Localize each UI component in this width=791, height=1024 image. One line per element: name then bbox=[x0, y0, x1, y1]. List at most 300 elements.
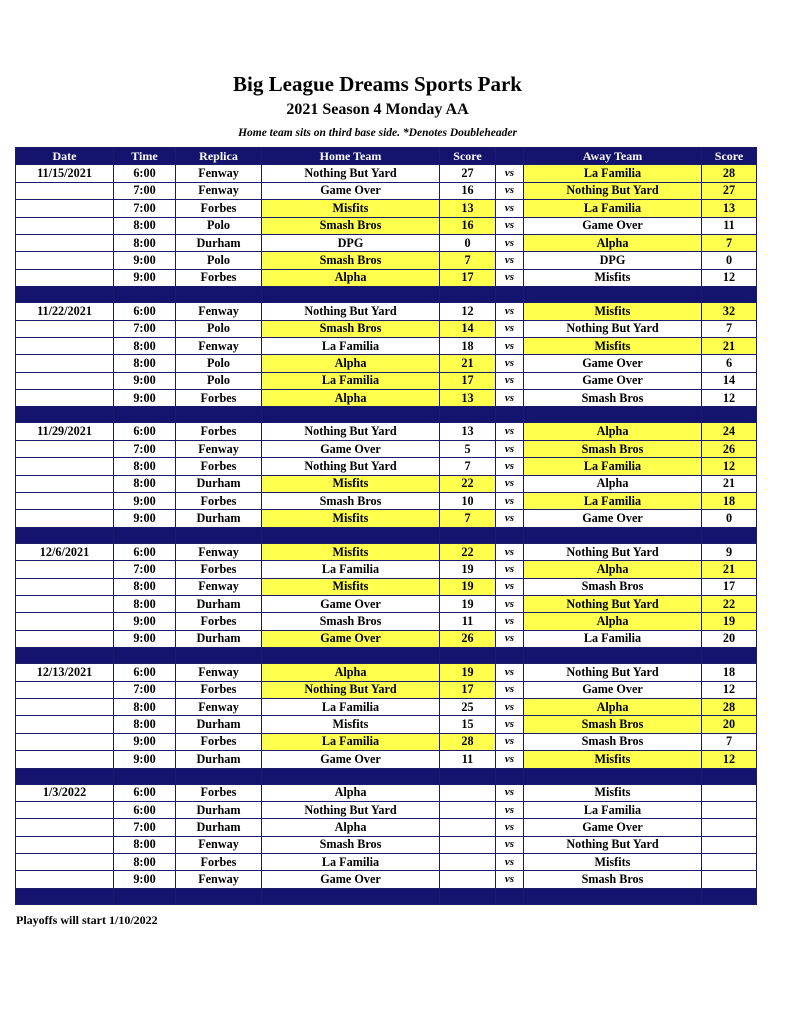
table-row bbox=[16, 372, 757, 389]
time-cell: 6:00 bbox=[114, 303, 176, 320]
table-row bbox=[16, 716, 757, 733]
home-team-cell: Alpha bbox=[262, 664, 440, 681]
separator-cell bbox=[16, 287, 114, 303]
away-score-cell: 7 bbox=[702, 234, 757, 251]
field-cell: Durham bbox=[176, 630, 262, 647]
away-score-cell bbox=[702, 854, 757, 871]
away-team-cell: Smash Bros bbox=[524, 733, 702, 750]
away-score-cell: 12 bbox=[702, 681, 757, 698]
away-team-cell: Misfits bbox=[524, 784, 702, 801]
separator-cell bbox=[524, 888, 702, 904]
home-team-cell: Smash Bros bbox=[262, 613, 440, 630]
vs-cell: vs bbox=[496, 217, 524, 234]
time-cell: 8:00 bbox=[114, 355, 176, 372]
home-team-cell: Misfits bbox=[262, 716, 440, 733]
table-row bbox=[16, 337, 757, 354]
date-cell: 1/3/2022 bbox=[16, 784, 114, 801]
time-cell: 8:00 bbox=[114, 234, 176, 251]
vs-cell: vs bbox=[496, 234, 524, 251]
separator-cell bbox=[440, 768, 496, 784]
field-cell: Durham bbox=[176, 716, 262, 733]
date-cell bbox=[16, 578, 114, 595]
away-score-cell bbox=[702, 784, 757, 801]
away-team-cell: Smash Bros bbox=[524, 578, 702, 595]
field-cell: Forbes bbox=[176, 390, 262, 407]
field-cell: Forbes bbox=[176, 458, 262, 475]
table-row bbox=[16, 819, 757, 836]
col-header-vs bbox=[496, 148, 524, 165]
separator-cell bbox=[176, 768, 262, 784]
separator-cell bbox=[176, 527, 262, 543]
time-cell: 9:00 bbox=[114, 733, 176, 750]
home-score-cell bbox=[440, 784, 496, 801]
home-score-cell bbox=[440, 819, 496, 836]
vs-cell: vs bbox=[496, 561, 524, 578]
away-score-cell: 18 bbox=[702, 664, 757, 681]
date-cell bbox=[16, 320, 114, 337]
away-team-cell: Nothing But Yard bbox=[524, 320, 702, 337]
away-team-cell: Game Over bbox=[524, 217, 702, 234]
table-row bbox=[16, 355, 757, 372]
field-cell: Forbes bbox=[176, 200, 262, 217]
vs-cell: vs bbox=[496, 372, 524, 389]
vs-cell: vs bbox=[496, 698, 524, 715]
separator-cell bbox=[702, 768, 757, 784]
away-team-cell: Misfits bbox=[524, 854, 702, 871]
home-team-cell: La Familia bbox=[262, 561, 440, 578]
separator-cell bbox=[496, 407, 524, 423]
col-header-replica: Replica bbox=[176, 148, 262, 165]
away-team-cell: La Familia bbox=[524, 165, 702, 182]
away-score-cell: 11 bbox=[702, 217, 757, 234]
col-header-time: Time bbox=[114, 148, 176, 165]
separator-cell bbox=[496, 648, 524, 664]
field-cell: Durham bbox=[176, 751, 262, 768]
field-cell: Forbes bbox=[176, 423, 262, 440]
separator-cell bbox=[440, 527, 496, 543]
separator-cell bbox=[524, 527, 702, 543]
separator-cell bbox=[16, 407, 114, 423]
away-score-cell: 7 bbox=[702, 733, 757, 750]
home-score-cell: 13 bbox=[440, 390, 496, 407]
field-cell: Forbes bbox=[176, 561, 262, 578]
away-team-cell: Alpha bbox=[524, 475, 702, 492]
vs-cell: vs bbox=[496, 320, 524, 337]
time-cell: 9:00 bbox=[114, 613, 176, 630]
col-header-date: Date bbox=[16, 148, 114, 165]
week-separator-row bbox=[16, 888, 757, 904]
home-score-cell: 14 bbox=[440, 320, 496, 337]
vs-cell: vs bbox=[496, 801, 524, 818]
away-score-cell: 28 bbox=[702, 165, 757, 182]
vs-cell: vs bbox=[496, 252, 524, 269]
away-score-cell: 19 bbox=[702, 613, 757, 630]
away-team-cell: La Familia bbox=[524, 493, 702, 510]
schedule-body bbox=[16, 165, 757, 904]
home-team-cell: Game Over bbox=[262, 440, 440, 457]
home-score-cell bbox=[440, 801, 496, 818]
home-team-cell: Misfits bbox=[262, 543, 440, 560]
table-row bbox=[16, 543, 757, 560]
table-header-row bbox=[16, 148, 757, 165]
separator-cell bbox=[524, 287, 702, 303]
home-team-cell: Misfits bbox=[262, 510, 440, 527]
home-score-cell bbox=[440, 854, 496, 871]
col-header-away-score: Score bbox=[702, 148, 757, 165]
field-cell: Fenway bbox=[176, 543, 262, 560]
table-row bbox=[16, 217, 757, 234]
table-row bbox=[16, 234, 757, 251]
away-score-cell: 20 bbox=[702, 630, 757, 647]
home-team-cell: Smash Bros bbox=[262, 252, 440, 269]
away-team-cell: Nothing But Yard bbox=[524, 836, 702, 853]
table-row bbox=[16, 200, 757, 217]
field-cell: Forbes bbox=[176, 493, 262, 510]
home-team-cell: Game Over bbox=[262, 182, 440, 199]
home-team-cell: Nothing But Yard bbox=[262, 423, 440, 440]
col-header-home-score: Score bbox=[440, 148, 496, 165]
table-row bbox=[16, 854, 757, 871]
time-cell: 8:00 bbox=[114, 698, 176, 715]
away-team-cell: Smash Bros bbox=[524, 871, 702, 888]
away-score-cell: 12 bbox=[702, 269, 757, 286]
date-cell bbox=[16, 390, 114, 407]
season-subtitle: 2021 Season 4 Monday AA bbox=[286, 101, 469, 118]
home-score-cell: 17 bbox=[440, 372, 496, 389]
field-cell: Fenway bbox=[176, 182, 262, 199]
vs-cell: vs bbox=[496, 423, 524, 440]
away-score-cell: 28 bbox=[702, 698, 757, 715]
home-team-cell: Alpha bbox=[262, 269, 440, 286]
date-cell bbox=[16, 716, 114, 733]
time-cell: 9:00 bbox=[114, 510, 176, 527]
home-team-cell: Game Over bbox=[262, 871, 440, 888]
time-cell: 6:00 bbox=[114, 801, 176, 818]
home-score-cell: 19 bbox=[440, 664, 496, 681]
date-cell bbox=[16, 372, 114, 389]
separator-cell bbox=[702, 648, 757, 664]
vs-cell: vs bbox=[496, 493, 524, 510]
field-cell: Polo bbox=[176, 372, 262, 389]
date-cell: 11/29/2021 bbox=[16, 423, 114, 440]
field-cell: Polo bbox=[176, 355, 262, 372]
away-score-cell: 12 bbox=[702, 390, 757, 407]
separator-cell bbox=[262, 287, 440, 303]
home-team-cell: La Familia bbox=[262, 372, 440, 389]
vs-cell: vs bbox=[496, 664, 524, 681]
home-score-cell: 0 bbox=[440, 234, 496, 251]
vs-cell: vs bbox=[496, 475, 524, 492]
away-team-cell: La Familia bbox=[524, 200, 702, 217]
away-score-cell: 7 bbox=[702, 320, 757, 337]
week-separator-row bbox=[16, 287, 757, 303]
table-row bbox=[16, 578, 757, 595]
away-score-cell: 0 bbox=[702, 252, 757, 269]
vs-cell: vs bbox=[496, 390, 524, 407]
away-score-cell: 27 bbox=[702, 182, 757, 199]
vs-cell: vs bbox=[496, 355, 524, 372]
separator-cell bbox=[702, 527, 757, 543]
home-score-cell: 17 bbox=[440, 269, 496, 286]
field-cell: Fenway bbox=[176, 165, 262, 182]
vs-cell: vs bbox=[496, 681, 524, 698]
table-row bbox=[16, 182, 757, 199]
time-cell: 7:00 bbox=[114, 681, 176, 698]
separator-cell bbox=[524, 768, 702, 784]
vs-cell: vs bbox=[496, 836, 524, 853]
date-cell bbox=[16, 252, 114, 269]
table-row bbox=[16, 458, 757, 475]
date-cell bbox=[16, 819, 114, 836]
separator-cell bbox=[440, 407, 496, 423]
time-cell: 9:00 bbox=[114, 751, 176, 768]
week-separator-row bbox=[16, 768, 757, 784]
vs-cell: vs bbox=[496, 269, 524, 286]
away-team-cell: Nothing But Yard bbox=[524, 664, 702, 681]
home-score-cell: 17 bbox=[440, 681, 496, 698]
separator-cell bbox=[262, 527, 440, 543]
away-score-cell: 14 bbox=[702, 372, 757, 389]
separator-cell bbox=[262, 768, 440, 784]
field-cell: Forbes bbox=[176, 681, 262, 698]
time-cell: 8:00 bbox=[114, 578, 176, 595]
separator-cell bbox=[16, 527, 114, 543]
vs-cell: vs bbox=[496, 337, 524, 354]
vs-cell: vs bbox=[496, 716, 524, 733]
vs-cell: vs bbox=[496, 165, 524, 182]
date-cell bbox=[16, 337, 114, 354]
home-team-cell: Alpha bbox=[262, 355, 440, 372]
home-team-cell: La Familia bbox=[262, 698, 440, 715]
table-row bbox=[16, 303, 757, 320]
vs-cell: vs bbox=[496, 784, 524, 801]
separator-cell bbox=[524, 407, 702, 423]
home-team-cell: Smash Bros bbox=[262, 836, 440, 853]
field-cell: Durham bbox=[176, 819, 262, 836]
home-score-cell: 19 bbox=[440, 561, 496, 578]
away-team-cell: Nothing But Yard bbox=[524, 543, 702, 560]
field-cell: Durham bbox=[176, 510, 262, 527]
time-cell: 6:00 bbox=[114, 664, 176, 681]
vs-cell: vs bbox=[496, 871, 524, 888]
table-row bbox=[16, 681, 757, 698]
date-cell: 11/22/2021 bbox=[16, 303, 114, 320]
away-score-cell: 12 bbox=[702, 458, 757, 475]
table-row bbox=[16, 165, 757, 182]
away-team-cell: Alpha bbox=[524, 561, 702, 578]
away-score-cell bbox=[702, 836, 757, 853]
separator-cell bbox=[440, 888, 496, 904]
vs-cell: vs bbox=[496, 630, 524, 647]
week-separator-row bbox=[16, 407, 757, 423]
date-cell bbox=[16, 871, 114, 888]
away-team-cell: Misfits bbox=[524, 303, 702, 320]
time-cell: 8:00 bbox=[114, 475, 176, 492]
away-score-cell: 32 bbox=[702, 303, 757, 320]
field-cell: Fenway bbox=[176, 337, 262, 354]
away-team-cell: Game Over bbox=[524, 510, 702, 527]
date-cell bbox=[16, 733, 114, 750]
separator-cell bbox=[176, 888, 262, 904]
time-cell: 8:00 bbox=[114, 836, 176, 853]
col-header-away-team: Away Team bbox=[524, 148, 702, 165]
home-team-cell: Smash Bros bbox=[262, 217, 440, 234]
home-team-cell: Game Over bbox=[262, 595, 440, 612]
separator-cell bbox=[176, 287, 262, 303]
separator-cell bbox=[440, 648, 496, 664]
separator-cell bbox=[114, 407, 176, 423]
vs-cell: vs bbox=[496, 543, 524, 560]
home-team-cell: La Familia bbox=[262, 733, 440, 750]
away-score-cell: 22 bbox=[702, 595, 757, 612]
away-team-cell: Misfits bbox=[524, 337, 702, 354]
separator-cell bbox=[702, 888, 757, 904]
date-cell: 12/6/2021 bbox=[16, 543, 114, 560]
table-row bbox=[16, 390, 757, 407]
away-score-cell bbox=[702, 801, 757, 818]
away-score-cell: 24 bbox=[702, 423, 757, 440]
away-team-cell: DPG bbox=[524, 252, 702, 269]
away-score-cell: 26 bbox=[702, 440, 757, 457]
table-row bbox=[16, 595, 757, 612]
date-cell bbox=[16, 836, 114, 853]
home-score-cell: 5 bbox=[440, 440, 496, 457]
field-cell: Polo bbox=[176, 252, 262, 269]
date-cell bbox=[16, 561, 114, 578]
away-score-cell: 13 bbox=[702, 200, 757, 217]
date-cell: 11/15/2021 bbox=[16, 165, 114, 182]
field-cell: Polo bbox=[176, 217, 262, 234]
field-cell: Fenway bbox=[176, 836, 262, 853]
home-team-cell: La Familia bbox=[262, 854, 440, 871]
vs-cell: vs bbox=[496, 595, 524, 612]
time-cell: 6:00 bbox=[114, 165, 176, 182]
vs-cell: vs bbox=[496, 733, 524, 750]
separator-cell bbox=[262, 407, 440, 423]
time-cell: 9:00 bbox=[114, 630, 176, 647]
time-cell: 7:00 bbox=[114, 320, 176, 337]
away-team-cell: Alpha bbox=[524, 423, 702, 440]
separator-cell bbox=[16, 888, 114, 904]
home-score-cell: 16 bbox=[440, 217, 496, 234]
date-cell bbox=[16, 613, 114, 630]
home-score-cell: 21 bbox=[440, 355, 496, 372]
home-score-cell: 18 bbox=[440, 337, 496, 354]
away-score-cell: 6 bbox=[702, 355, 757, 372]
away-team-cell: Smash Bros bbox=[524, 390, 702, 407]
table-row bbox=[16, 751, 757, 768]
away-team-cell: Game Over bbox=[524, 681, 702, 698]
table-row bbox=[16, 836, 757, 853]
time-cell: 9:00 bbox=[114, 372, 176, 389]
field-cell: Fenway bbox=[176, 664, 262, 681]
table-row bbox=[16, 475, 757, 492]
separator-cell bbox=[440, 287, 496, 303]
away-score-cell: 0 bbox=[702, 510, 757, 527]
away-score-cell: 20 bbox=[702, 716, 757, 733]
vs-cell: vs bbox=[496, 613, 524, 630]
vs-cell: vs bbox=[496, 458, 524, 475]
table-row bbox=[16, 510, 757, 527]
table-row bbox=[16, 423, 757, 440]
home-score-cell: 26 bbox=[440, 630, 496, 647]
home-team-cell: Nothing But Yard bbox=[262, 681, 440, 698]
home-score-cell: 12 bbox=[440, 303, 496, 320]
separator-cell bbox=[702, 407, 757, 423]
home-score-cell bbox=[440, 836, 496, 853]
away-team-cell: Alpha bbox=[524, 698, 702, 715]
home-score-cell bbox=[440, 871, 496, 888]
separator-cell bbox=[114, 527, 176, 543]
away-score-cell bbox=[702, 871, 757, 888]
away-team-cell: La Familia bbox=[524, 801, 702, 818]
home-score-cell: 7 bbox=[440, 510, 496, 527]
away-team-cell: Alpha bbox=[524, 613, 702, 630]
home-score-cell: 15 bbox=[440, 716, 496, 733]
away-team-cell: Game Over bbox=[524, 372, 702, 389]
field-cell: Forbes bbox=[176, 784, 262, 801]
field-cell: Forbes bbox=[176, 613, 262, 630]
field-cell: Fenway bbox=[176, 440, 262, 457]
home-score-cell: 22 bbox=[440, 543, 496, 560]
separator-cell bbox=[114, 768, 176, 784]
week-separator-row bbox=[16, 648, 757, 664]
time-cell: 9:00 bbox=[114, 493, 176, 510]
table-row bbox=[16, 252, 757, 269]
table-row bbox=[16, 440, 757, 457]
separator-cell bbox=[16, 648, 114, 664]
time-cell: 8:00 bbox=[114, 337, 176, 354]
home-score-cell: 11 bbox=[440, 613, 496, 630]
field-cell: Forbes bbox=[176, 733, 262, 750]
field-cell: Durham bbox=[176, 475, 262, 492]
home-team-cell: La Familia bbox=[262, 337, 440, 354]
date-cell bbox=[16, 200, 114, 217]
home-team-cell: Nothing But Yard bbox=[262, 303, 440, 320]
table-row bbox=[16, 664, 757, 681]
vs-cell: vs bbox=[496, 440, 524, 457]
home-team-cell: Misfits bbox=[262, 475, 440, 492]
date-cell bbox=[16, 681, 114, 698]
separator-cell bbox=[496, 768, 524, 784]
home-team-cell: Misfits bbox=[262, 200, 440, 217]
away-team-cell: La Familia bbox=[524, 630, 702, 647]
separator-cell bbox=[114, 648, 176, 664]
away-team-cell: Smash Bros bbox=[524, 440, 702, 457]
time-cell: 9:00 bbox=[114, 252, 176, 269]
date-cell bbox=[16, 801, 114, 818]
table-row bbox=[16, 320, 757, 337]
time-cell: 8:00 bbox=[114, 458, 176, 475]
time-cell: 7:00 bbox=[114, 440, 176, 457]
schedule-note: Home team sits on third base side. *Denotes Doubleheader bbox=[238, 127, 517, 139]
away-score-cell bbox=[702, 819, 757, 836]
home-score-cell: 19 bbox=[440, 595, 496, 612]
date-cell bbox=[16, 475, 114, 492]
home-score-cell: 13 bbox=[440, 200, 496, 217]
away-score-cell: 12 bbox=[702, 751, 757, 768]
home-score-cell: 13 bbox=[440, 423, 496, 440]
date-cell bbox=[16, 182, 114, 199]
home-team-cell: Misfits bbox=[262, 578, 440, 595]
home-score-cell: 7 bbox=[440, 252, 496, 269]
time-cell: 9:00 bbox=[114, 390, 176, 407]
separator-cell bbox=[114, 287, 176, 303]
time-cell: 8:00 bbox=[114, 716, 176, 733]
separator-cell bbox=[114, 888, 176, 904]
home-team-cell: Nothing But Yard bbox=[262, 801, 440, 818]
table-row bbox=[16, 733, 757, 750]
